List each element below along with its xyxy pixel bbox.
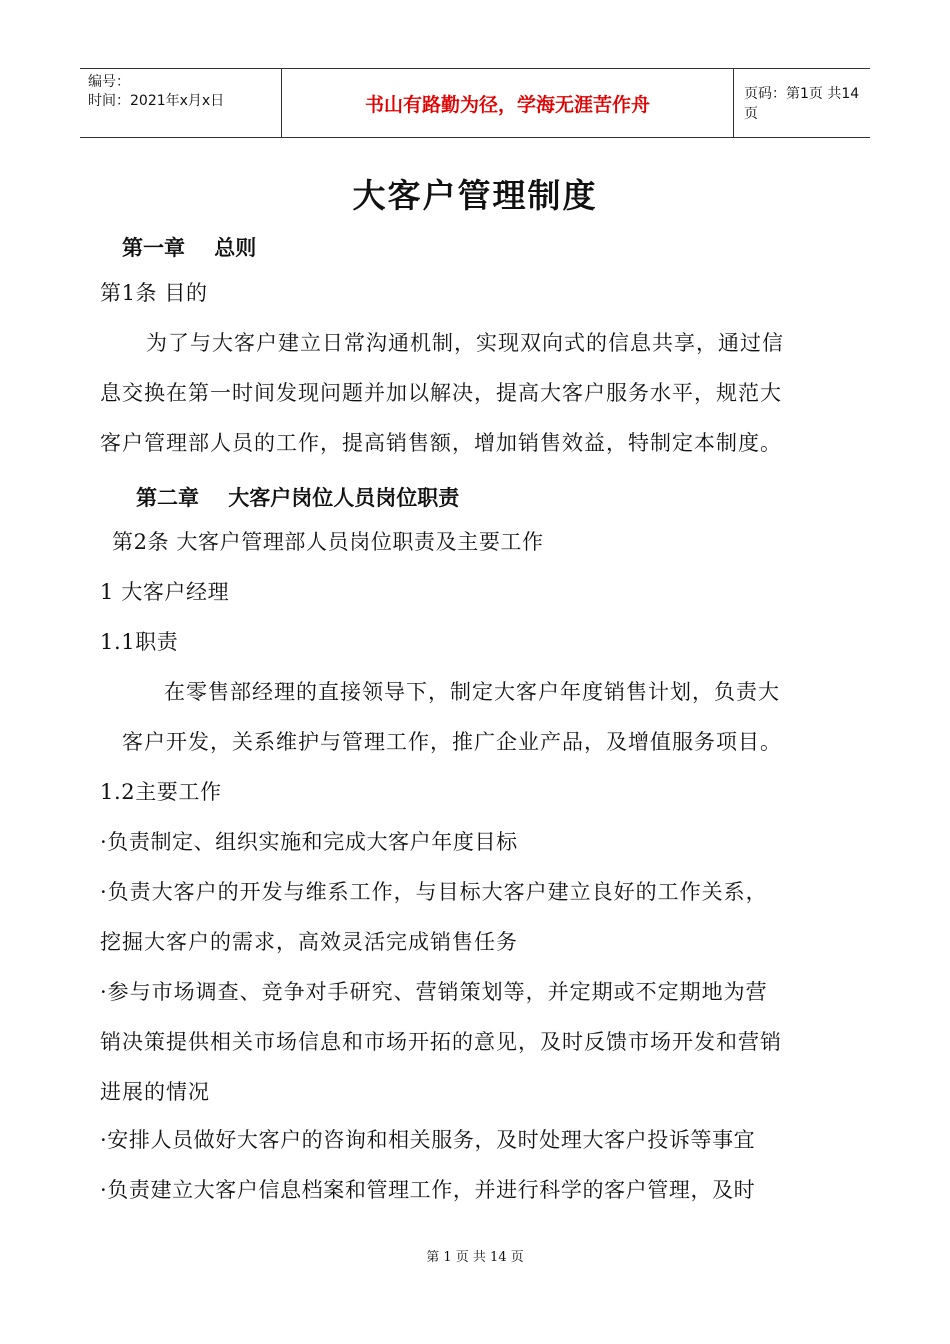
paragraph-line: ·参与市场调查、竞争对手研究、营销策划等，并定期或不定期地为营 <box>100 980 768 1004</box>
header-table <box>80 68 870 138</box>
section-1-1-paragraph <box>122 667 782 767</box>
paragraph-line: 客户管理部人员的工作，提高销售额，增加销售效益，特制定本制度。 <box>100 431 782 455</box>
bullet-item: ·安排人员做好大客户的咨询和相关服务，及时处理大客户投诉等事宜 <box>100 1128 756 1152</box>
paragraph-line: 销决策提供相关市场信息和市场开拓的意见，及时反馈市场开发和营销 <box>100 1030 782 1054</box>
article-2-heading: 第2条 大客户管理部人员岗位职责及主要工作 <box>112 530 544 554</box>
doc-time-label: 时间：2021年x月x日 <box>88 93 225 109</box>
document-title: 大客户管理制度 <box>352 176 598 215</box>
header-meta-cell <box>80 69 282 137</box>
article-1-paragraph <box>100 318 784 468</box>
bullet-item <box>100 867 768 967</box>
section-1-heading: 1 大客户经理 <box>100 580 230 604</box>
page-footer: 第 1 页 共 14 页 <box>426 1250 524 1265</box>
paragraph-line: 息交换在第一时间发现问题并加以解决，提高大客户服务水平，规范大 <box>100 381 782 405</box>
bullet-item: ·负责建立大客户信息档案和管理工作，并进行科学的客户管理，及时 <box>100 1178 756 1202</box>
header-page-info: 页码：第1页 共14页 <box>744 86 860 122</box>
section-1-2-heading: 1.2主要工作 <box>100 780 222 804</box>
article-1-heading: 第1条 目的 <box>100 281 208 305</box>
doc-number-label: 编号： <box>88 74 130 90</box>
bullet-item: ·负责制定、组织实施和完成大客户年度目标 <box>100 830 518 854</box>
paragraph-line: 在零售部经理的直接领导下，制定大客户年度销售计划，负责大 <box>164 680 780 704</box>
chapter-2-heading: 第二章 大客户岗位人员岗位职责 <box>136 486 460 510</box>
paragraph-line: 挖掘大客户的需求，高效灵活完成销售任务 <box>100 930 518 954</box>
bullet-item <box>100 967 782 1117</box>
paragraph-line: ·负责大客户的开发与维系工作，与目标大客户建立良好的工作关系， <box>100 880 768 904</box>
paragraph-line: 进展的情况 <box>100 1080 210 1104</box>
paragraph-line: 为了与大客户建立日常沟通机制，实现双向式的信息共享，通过信 <box>146 331 784 355</box>
header-motto: 书山有路勤为径，学海无涯苦作舟 <box>282 69 734 137</box>
chapter-1-heading: 第一章 总则 <box>122 236 257 260</box>
section-1-1-heading: 1.1职责 <box>100 630 179 654</box>
paragraph-line: 客户开发，关系维护与管理工作，推广企业产品，及增值服务项目。 <box>122 730 782 754</box>
